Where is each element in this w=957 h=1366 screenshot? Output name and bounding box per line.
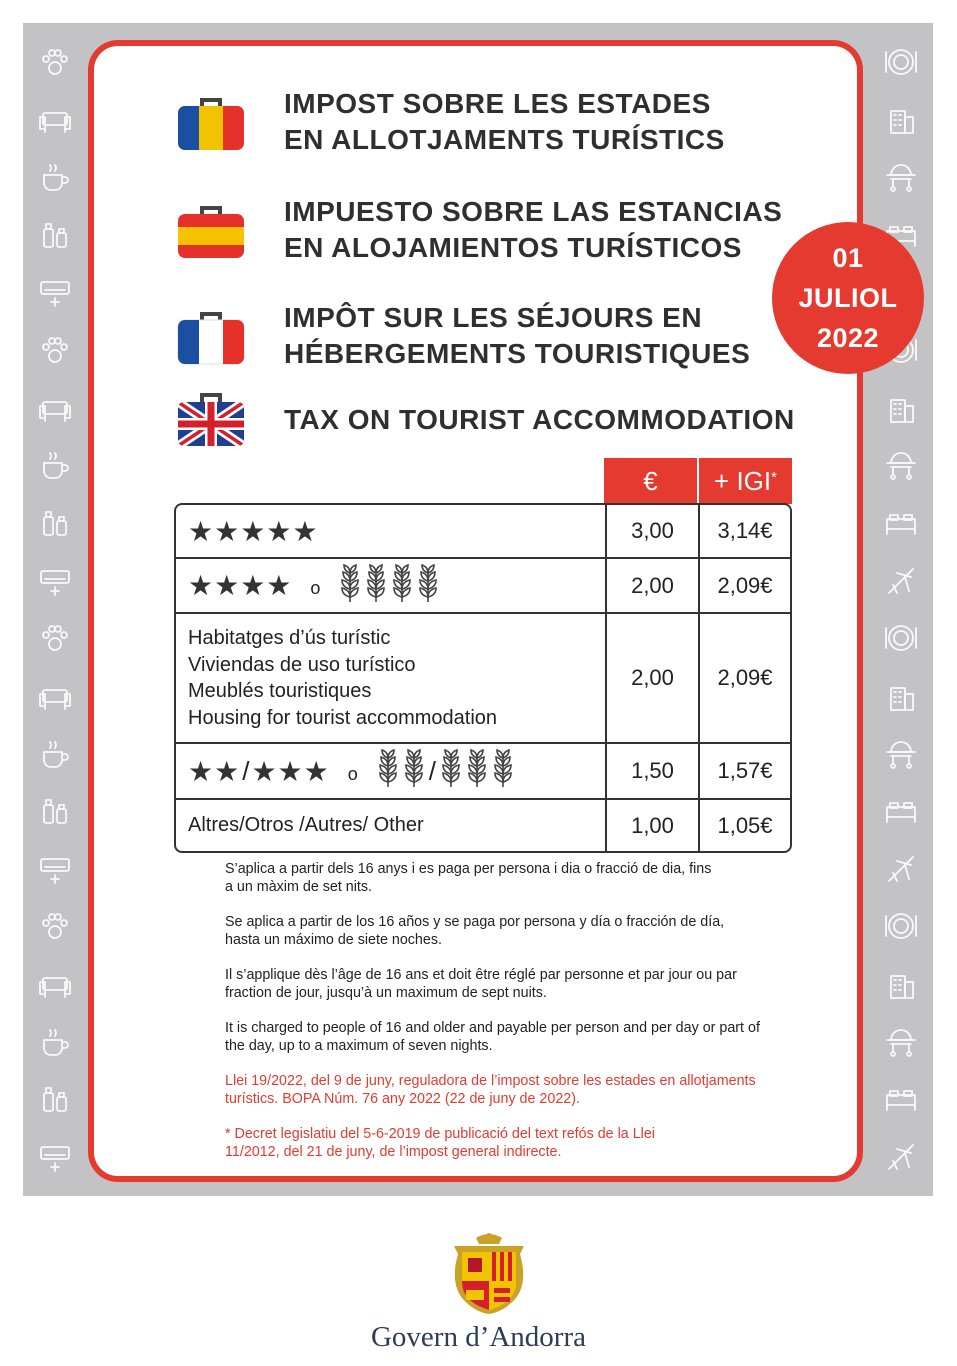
wheat-icon: [390, 563, 414, 609]
price-euro: 1,50: [605, 744, 698, 798]
price-igi: 1,05€: [698, 800, 790, 851]
price-euro: 2,00: [605, 559, 698, 612]
plate-icon: [883, 44, 919, 80]
air-conditioner-icon: [37, 851, 73, 887]
two-wheat-icons: [376, 748, 426, 794]
slash: /: [428, 755, 436, 786]
room-service-cart-icon: [883, 159, 919, 195]
table-row: [176, 744, 790, 800]
coffee-cup-icon: [37, 736, 73, 772]
title-french-line2: HÉBERGEMENTS TOURISTIQUES: [284, 338, 751, 369]
housing-french: Meublés touristiques: [188, 680, 372, 702]
price-igi: 2,09€: [698, 559, 790, 612]
sofa-icon: [37, 966, 73, 1002]
air-conditioner-icon: [37, 1139, 73, 1175]
price-euro: 1,00: [605, 800, 698, 851]
note-decree: * Decret legislatiu del 5-6-2019 de publicació del text refós de la Llei 11/2012, del 21 de juny, de l’impost general indirecte.: [225, 1126, 655, 1160]
three-wheat-icons: [439, 748, 515, 794]
toiletries-icon: [37, 217, 73, 253]
paw-icon: [37, 44, 73, 80]
header-igi-label: + IGI: [714, 465, 772, 496]
title-catalan: [176, 86, 725, 158]
title-catalan-line2: EN ALLOTJAMENTS TURÍSTICS: [284, 124, 725, 155]
airplane-icon: [883, 563, 919, 599]
bed-icon: [883, 1081, 919, 1117]
price-igi: 3,14€: [698, 505, 790, 557]
header-euro: [604, 458, 697, 504]
room-service-cart-icon: [883, 1024, 919, 1060]
notes: [225, 860, 795, 1178]
paw-icon: [37, 908, 73, 944]
title-french: [176, 300, 750, 372]
title-french-line1: IMPÔT SUR LES SÉJOURS EN: [284, 302, 703, 333]
room-service-cart-icon: [883, 736, 919, 772]
four-wheat-icons: [338, 563, 440, 609]
right-icon-strip: [869, 23, 933, 1196]
air-conditioner-icon: [37, 563, 73, 599]
left-icon-strip: [23, 23, 87, 1196]
wheat-icon: [402, 748, 426, 794]
date-badge: [772, 222, 924, 374]
coffee-cup-icon: [37, 447, 73, 483]
table-row: [176, 559, 790, 614]
note-catalan: S’aplica a partir dels 16 anys i es paga per persona i dia o fracció de dia, fins a un màxim de set nits.: [225, 861, 712, 895]
plate-icon: [883, 908, 919, 944]
housing-spanish: Viviendas de uso turístico: [188, 653, 416, 676]
three-stars: ★★★: [251, 755, 330, 787]
bed-icon: [883, 505, 919, 541]
spain-flag-suitcase-icon: [176, 200, 246, 260]
toiletries-icon: [37, 793, 73, 829]
air-conditioner-icon: [37, 274, 73, 310]
header-igi: [699, 458, 792, 504]
toiletries-icon: [37, 1081, 73, 1117]
building-icon: [883, 390, 919, 426]
wheat-icon: [338, 563, 362, 609]
france-flag-suitcase-icon: [176, 306, 246, 366]
slash: /: [242, 755, 250, 786]
note-french: Il s’applique dès l’âge de 16 ans et doit être réglé par personne et par jour ou par fraction de jour, jusqu’à un maximum de sept nuits.: [225, 967, 737, 1001]
building-icon: [883, 101, 919, 137]
note-english: It is charged to people of 16 and older and payable per person and per day or part of the day, up to a maximum of seven nights.: [225, 1020, 760, 1054]
andorra-flag-suitcase-icon: [176, 92, 246, 152]
table-row: [176, 614, 790, 744]
bed-icon: [883, 793, 919, 829]
sofa-icon: [37, 101, 73, 137]
building-icon: [883, 966, 919, 1002]
four-stars: ★★★★: [188, 570, 293, 601]
paw-icon: [37, 332, 73, 368]
plate-icon: [883, 620, 919, 656]
badge-year: 2022: [816, 323, 880, 353]
wheat-icon: [491, 748, 515, 794]
table-row: [176, 800, 790, 851]
airplane-icon: [883, 1139, 919, 1175]
badge-day: 01: [832, 243, 864, 273]
airplane-icon: [883, 851, 919, 887]
sofa-icon: [37, 390, 73, 426]
note-spanish: Se aplica a partir de los 16 años y se paga por persona y día o fracción de día, hasta un máximo de siete noches.: [225, 914, 725, 948]
price-igi: 1,57€: [698, 744, 790, 798]
toiletries-icon: [37, 505, 73, 541]
other-label: Altres/Otros /Autres/ Other: [188, 814, 424, 836]
uk-flag-suitcase-icon: [176, 390, 246, 450]
header-euro-label: €: [643, 465, 658, 496]
price-igi: 2,09€: [698, 614, 790, 742]
or-label: o: [310, 578, 321, 598]
title-catalan-line1: IMPOST SOBRE LES ESTADES: [284, 88, 711, 119]
badge-month: JULIOL: [798, 283, 898, 313]
room-service-cart-icon: [883, 447, 919, 483]
building-icon: [883, 678, 919, 714]
rate-table: [174, 503, 792, 853]
housing-catalan: Habitatges d’ús turístic: [188, 627, 391, 649]
sofa-icon: [37, 678, 73, 714]
title-spanish-line2: EN ALOJAMIENTOS TURÍSTICOS: [284, 232, 742, 263]
wheat-icon: [416, 563, 440, 609]
title-spanish-line1: IMPUESTO SOBRE LAS ESTANCIAS: [284, 196, 783, 227]
wheat-icon: [465, 748, 489, 794]
paw-icon: [37, 620, 73, 656]
note-law: Llei 19/2022, del 9 de juny, reguladora de l’impost sobre les estades en allotjaments turístics. BOPA Núm. 76 any 2022 (22 de juny de 2022).: [225, 1073, 756, 1107]
header-igi-asterisk: *: [771, 468, 777, 486]
price-euro: 3,00: [605, 505, 698, 557]
five-stars: ★★★★★: [188, 515, 319, 547]
government-name: Govern d’Andorra: [370, 1321, 586, 1353]
price-euro: 2,00: [605, 614, 698, 742]
two-stars: ★★: [188, 755, 241, 787]
coffee-cup-icon: [37, 1024, 73, 1060]
or-label: o: [347, 763, 358, 784]
title-english-line1: TAX ON TOURIST ACCOMMODATION: [284, 404, 795, 435]
title-spanish: [176, 194, 782, 266]
andorra-coat-of-arms-icon: [446, 1230, 532, 1316]
coffee-cup-icon: [37, 159, 73, 195]
table-row: [176, 505, 790, 559]
wheat-icon: [376, 748, 400, 794]
wheat-icon: [439, 748, 463, 794]
wheat-icon: [364, 563, 388, 609]
title-english: [176, 390, 795, 450]
housing-english: Housing for tourist accommodation: [188, 706, 498, 729]
